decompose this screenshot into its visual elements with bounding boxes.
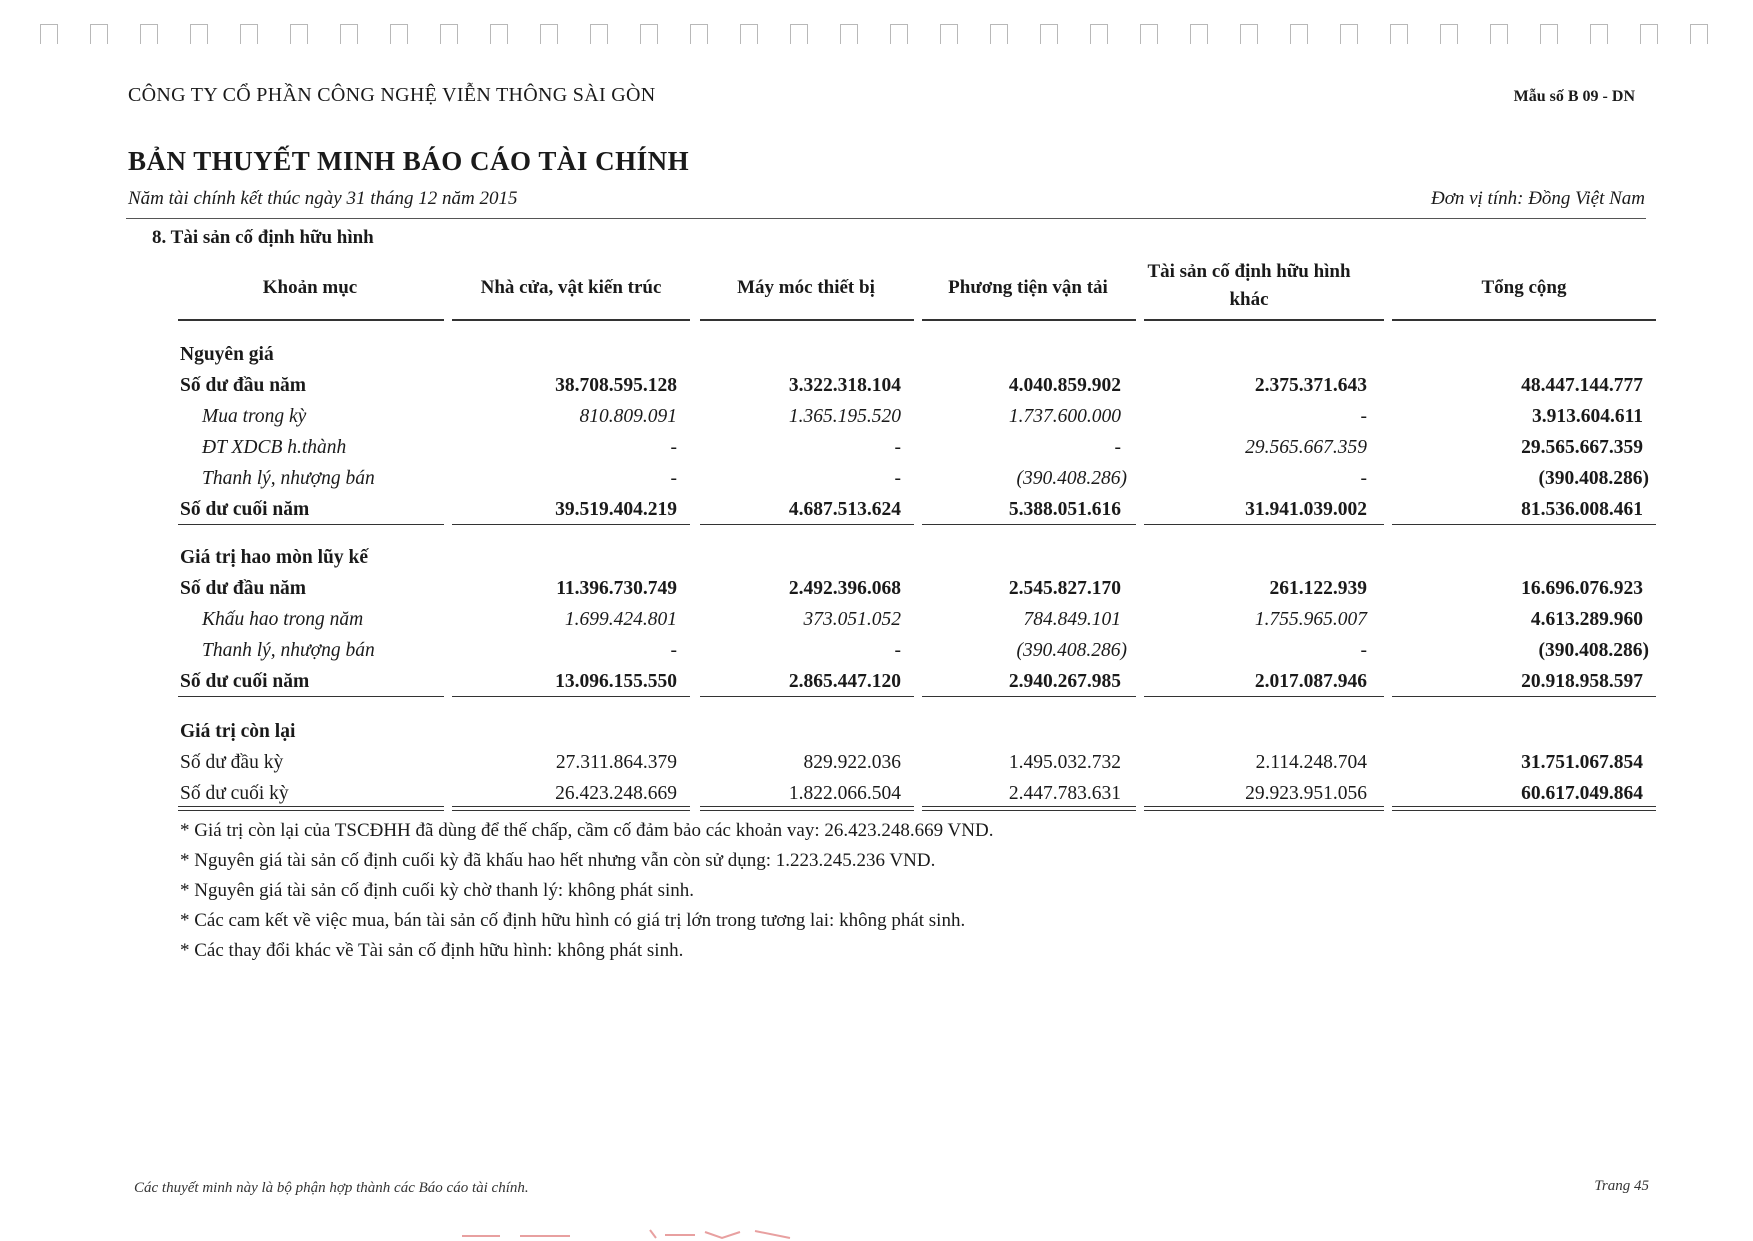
header-rule (178, 319, 444, 321)
value-cell: - (670, 640, 677, 661)
value-cell: 2.940.267.985 (1008, 671, 1121, 692)
value-cell: 2.865.447.120 (788, 671, 901, 692)
value-cell: - (1114, 437, 1121, 458)
binder-hole (1590, 24, 1608, 44)
row-label: Số dư cuối năm (180, 671, 310, 692)
value-cell: 373.051.052 (803, 609, 901, 630)
binder-hole (1190, 24, 1208, 44)
value-cell: - (670, 468, 677, 489)
total-double-rule (452, 806, 690, 811)
row-label: Thanh lý, nhượng bán (202, 640, 375, 661)
binder-hole (1040, 24, 1058, 44)
binder-hole (1640, 24, 1658, 44)
binder-hole (1240, 24, 1258, 44)
value-cell: 27.311.864.379 (555, 752, 677, 773)
column-header: Khoản mục (262, 277, 358, 298)
note-line: * Nguyên giá tài sản cố định cuối kỳ đã khấu hao hết nhưng vẫn còn sử dụng: 1.223.245.236 VND. (180, 850, 936, 871)
value-cell: 48.447.144.777 (1521, 375, 1643, 396)
subtotal-rule (922, 696, 1136, 697)
binder-hole (1440, 24, 1458, 44)
value-cell: 2.017.087.946 (1254, 671, 1367, 692)
value-cell: 39.519.404.219 (555, 499, 677, 520)
subtotal-rule (1392, 696, 1656, 697)
value-cell: (390.408.286) (1016, 468, 1127, 489)
value-cell: 4.040.859.902 (1008, 375, 1121, 396)
value-cell: 2.447.783.631 (1008, 783, 1121, 804)
binder-holes (30, 24, 1730, 46)
value-cell: 1.495.032.732 (1008, 752, 1121, 773)
value-cell: 26.423.248.669 (555, 783, 677, 804)
value-cell: 29.565.667.359 (1245, 437, 1367, 458)
value-cell: 31.751.067.854 (1521, 752, 1643, 773)
value-cell: 31.941.039.002 (1245, 499, 1367, 520)
binder-hole (1340, 24, 1358, 44)
group-title: Nguyên giá (180, 344, 274, 365)
subtotal-rule (1144, 524, 1384, 525)
value-cell: 29.565.667.359 (1521, 437, 1643, 458)
group-title: Giá trị hao mòn lũy kế (180, 547, 368, 568)
note-line: * Các thay đổi khác về Tài sản cố định hữu hình: không phát sinh. (180, 940, 684, 961)
value-cell: 1.822.066.504 (788, 783, 901, 804)
subtotal-rule (178, 696, 444, 697)
note-line: * Giá trị còn lại của TSCĐHH đã dùng để thế chấp, cầm cố đảm bảo các khoản vay: 26.423.248.669 VND. (180, 820, 994, 841)
total-double-rule (1392, 806, 1656, 811)
binder-hole (1540, 24, 1558, 44)
value-cell: (390.408.286) (1538, 640, 1649, 661)
value-cell: 3.322.318.104 (788, 375, 901, 396)
value-cell: 2.545.827.170 (1008, 578, 1121, 599)
subtotal-rule (452, 696, 690, 697)
red-stamp-fragment (460, 1226, 860, 1240)
row-label: ĐT XDCB h.thành (202, 437, 347, 458)
header-divider (126, 218, 1646, 219)
binder-hole (940, 24, 958, 44)
binder-hole (40, 24, 58, 44)
header-rule (1392, 319, 1656, 321)
value-cell: 11.396.730.749 (556, 578, 677, 599)
binder-hole (290, 24, 308, 44)
column-header: Máy móc thiết bị (737, 277, 875, 298)
subtotal-rule (700, 524, 914, 525)
value-cell: 829.922.036 (803, 752, 901, 773)
form-code: Mẫu số B 09 - DN (1513, 88, 1635, 105)
subtotal-rule (922, 524, 1136, 525)
binder-hole (190, 24, 208, 44)
binder-hole (490, 24, 508, 44)
binder-hole (90, 24, 108, 44)
value-cell: 2.492.396.068 (788, 578, 901, 599)
row-label: Thanh lý, nhượng bán (202, 468, 375, 489)
note-line: * Các cam kết về việc mua, bán tài sản cố định hữu hình có giá trị lớn trong tương lai: không phát sinh. (180, 910, 966, 931)
value-cell: 1.737.600.000 (1008, 406, 1121, 427)
value-cell: 5.388.051.616 (1008, 499, 1121, 520)
value-cell: - (894, 640, 901, 661)
binder-hole (590, 24, 608, 44)
value-cell: - (894, 468, 901, 489)
total-double-rule (178, 806, 444, 811)
value-cell: (390.408.286) (1016, 640, 1127, 661)
row-label: Số dư cuối năm (180, 499, 310, 520)
header-rule (452, 319, 690, 321)
value-cell: 81.536.008.461 (1521, 499, 1643, 520)
header-rule (1144, 319, 1384, 321)
value-cell: 784.849.101 (1023, 609, 1121, 630)
binder-hole (340, 24, 358, 44)
binder-hole (140, 24, 158, 44)
binder-hole (790, 24, 808, 44)
binder-hole (640, 24, 658, 44)
total-double-rule (1144, 806, 1384, 811)
column-header: Tài sản cố định hữu hình khác (1147, 261, 1351, 310)
binder-hole (240, 24, 258, 44)
value-cell: (390.408.286) (1538, 468, 1649, 489)
page-number: Trang 45 (1594, 1178, 1649, 1194)
value-cell: - (1360, 640, 1367, 661)
column-header: Phương tiện vận tải (948, 277, 1108, 298)
value-cell: 4.613.289.960 (1530, 609, 1643, 630)
value-cell: 1.699.424.801 (564, 609, 677, 630)
binder-hole (1290, 24, 1308, 44)
value-cell: 4.687.513.624 (788, 499, 901, 520)
binder-hole (990, 24, 1008, 44)
group-title: Giá trị còn lại (180, 721, 296, 742)
row-label: Số dư đầu năm (180, 375, 307, 396)
company-name: CÔNG TY CỔ PHẦN CÔNG NGHỆ VIỄN THÔNG SÀI GÒN (128, 84, 656, 106)
value-cell: - (1360, 406, 1367, 427)
total-double-rule (922, 806, 1136, 811)
value-cell: 1.755.965.007 (1254, 609, 1367, 630)
row-label: Số dư cuối kỳ (180, 783, 289, 804)
binder-hole (690, 24, 708, 44)
column-header: Nhà cửa, vật kiến trúc (480, 277, 662, 298)
binder-hole (390, 24, 408, 44)
value-cell: 13.096.155.550 (555, 671, 677, 692)
subtotal-rule (1144, 696, 1384, 697)
binder-hole (840, 24, 858, 44)
footer-note: Các thuyết minh này là bộ phận hợp thành các Báo cáo tài chính. (134, 1180, 529, 1196)
binder-hole (1690, 24, 1708, 44)
value-cell: 810.809.091 (579, 406, 677, 427)
value-cell: 261.122.939 (1269, 578, 1367, 599)
binder-hole (540, 24, 558, 44)
subtotal-rule (1392, 524, 1656, 525)
binder-hole (1140, 24, 1158, 44)
subtotal-rule (452, 524, 690, 525)
row-label: Mua trong kỳ (202, 406, 307, 427)
total-double-rule (700, 806, 914, 811)
row-label: Số dư đầu kỳ (180, 752, 284, 773)
header-rule (922, 319, 1136, 321)
subtotal-rule (178, 524, 444, 525)
header-rule (700, 319, 914, 321)
binder-hole (440, 24, 458, 44)
binder-hole (1390, 24, 1408, 44)
value-cell: - (1360, 468, 1367, 489)
value-cell: 16.696.076.923 (1521, 578, 1643, 599)
value-cell: - (670, 437, 677, 458)
row-label: Số dư đầu năm (180, 578, 307, 599)
fiscal-year-subtitle: Năm tài chính kết thúc ngày 31 tháng 12 năm 2015 (128, 188, 518, 209)
column-header: Tổng cộng (1481, 277, 1567, 298)
value-cell: 2.375.371.643 (1254, 375, 1367, 396)
section-title: 8. Tài sản cố định hữu hình (152, 227, 374, 248)
value-cell: 29.923.951.056 (1245, 783, 1367, 804)
value-cell: 20.918.958.597 (1521, 671, 1643, 692)
binder-hole (1490, 24, 1508, 44)
value-cell: 38.708.595.128 (555, 375, 677, 396)
value-cell: 3.913.604.611 (1531, 406, 1643, 427)
binder-hole (740, 24, 758, 44)
subtotal-rule (700, 696, 914, 697)
binder-hole (1090, 24, 1108, 44)
value-cell: 1.365.195.520 (788, 406, 901, 427)
row-label: Khấu hao trong năm (202, 609, 364, 630)
note-line: * Nguyên giá tài sản cố định cuối kỳ chờ thanh lý: không phát sinh. (180, 880, 694, 901)
binder-hole (890, 24, 908, 44)
currency-unit: Đơn vị tính: Đồng Việt Nam (1430, 188, 1645, 209)
page-title: BẢN THUYẾT MINH BÁO CÁO TÀI CHÍNH (128, 146, 690, 176)
value-cell: 2.114.248.704 (1255, 752, 1367, 773)
value-cell: 60.617.049.864 (1521, 783, 1643, 804)
value-cell: - (894, 437, 901, 458)
